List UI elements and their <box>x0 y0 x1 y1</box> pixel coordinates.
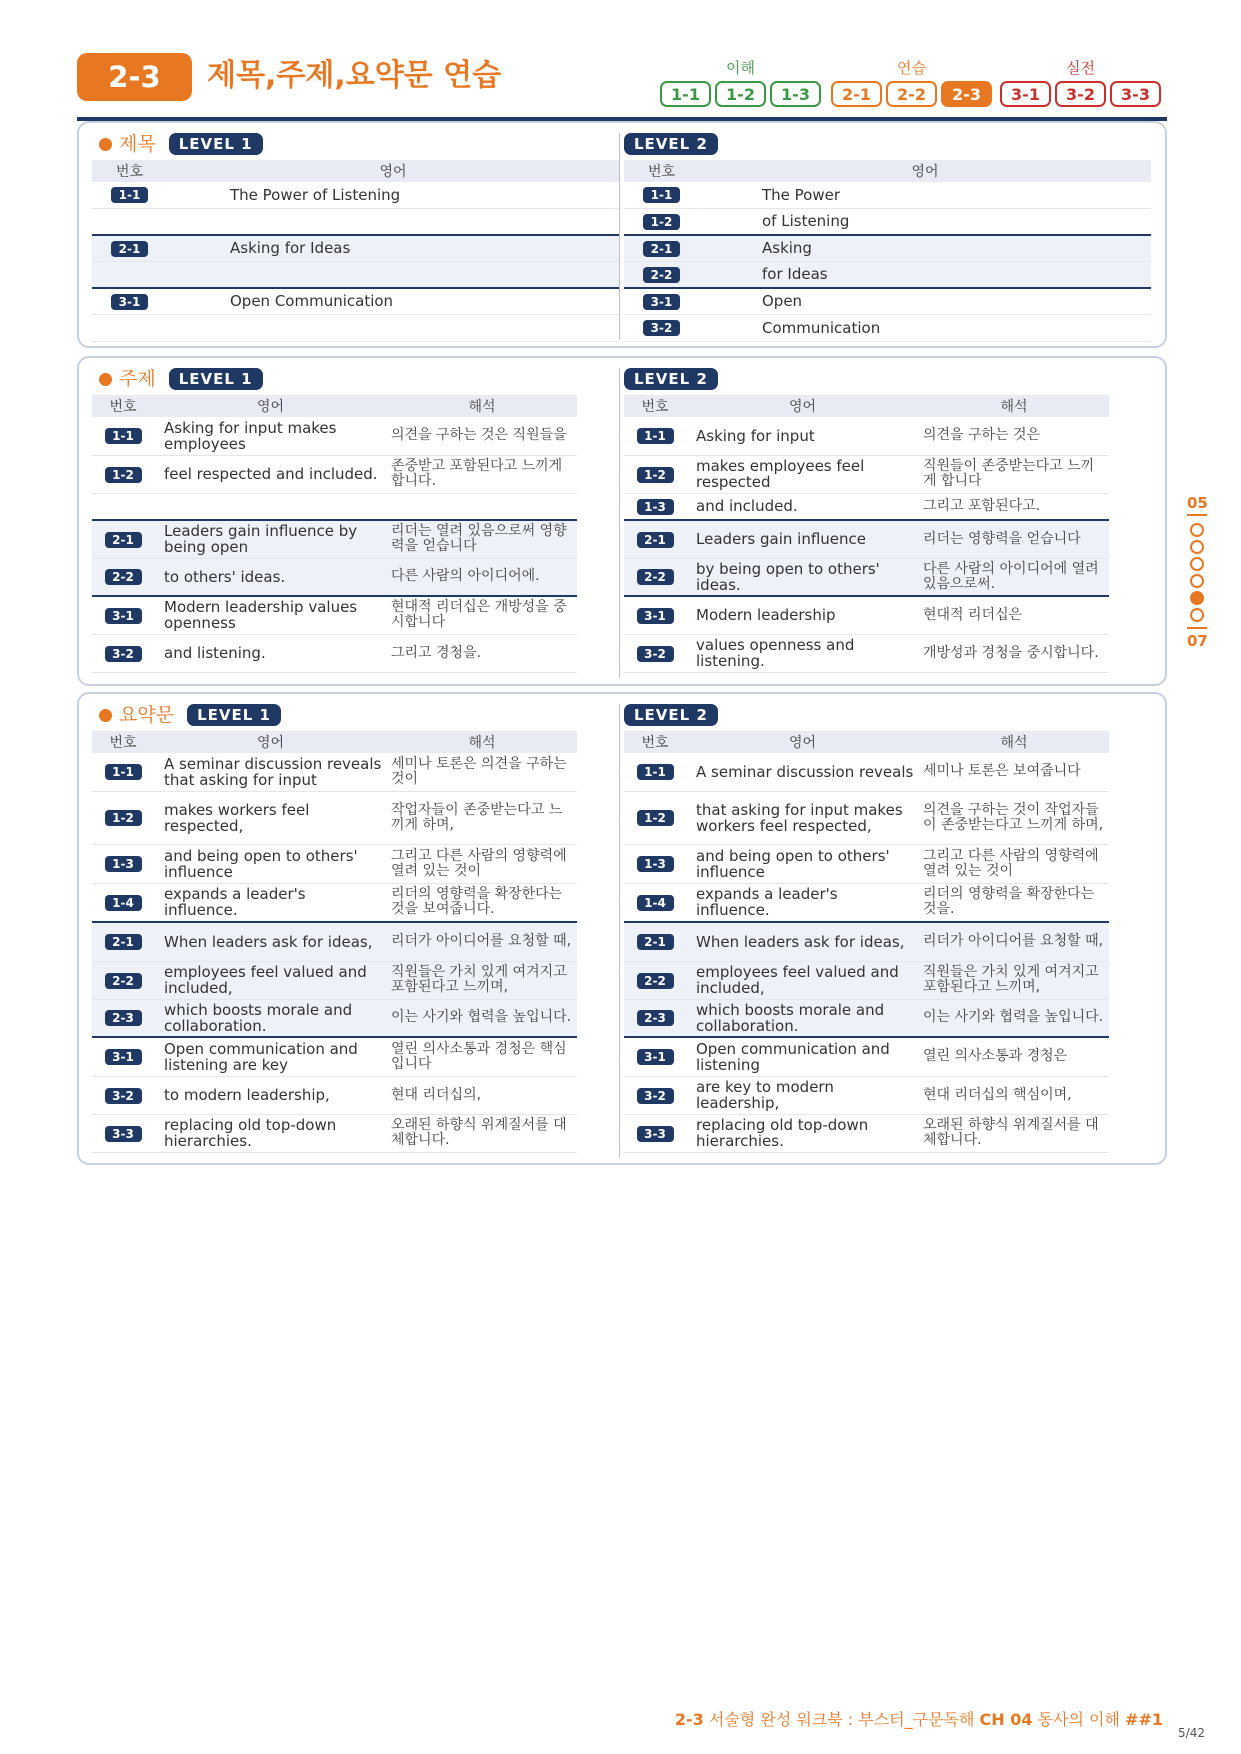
section-name: 주제 <box>119 368 156 390</box>
korean-cell <box>387 493 577 520</box>
table-row <box>624 753 1109 791</box>
table-row <box>92 634 577 672</box>
korean-cell: 직원들은 가치 있게 여겨지고 포함된다고 느끼며, <box>919 961 1109 999</box>
table-row <box>624 182 1151 208</box>
column-divider <box>619 368 620 678</box>
title-section <box>77 121 1167 348</box>
english-cell: and being open to others' influence <box>154 844 387 883</box>
korean-cell: 오래된 하향식 위계질서를 대체합니다. <box>387 1114 577 1152</box>
column-header-eng: 영어 <box>686 395 919 417</box>
table-row <box>92 1076 577 1114</box>
korean-cell: 열린 의사소통과 경청은 핵심입니다 <box>387 1037 577 1076</box>
english-cell <box>167 314 619 341</box>
english-cell <box>167 208 619 235</box>
table-row <box>624 455 1109 493</box>
bullet-dot-icon <box>99 138 112 151</box>
korean-cell: 현대적 리더십은 <box>919 596 1109 634</box>
english-cell: Asking for input makes employees <box>154 417 387 455</box>
row-number-badge: 2-2 <box>637 569 674 585</box>
english-cell: Modern leadership values openness <box>154 596 387 634</box>
table-row <box>624 1037 1109 1076</box>
english-cell: Open communication and listening <box>686 1037 919 1076</box>
table-row <box>92 288 619 314</box>
korean-cell: 열린 의사소통과 경청은 <box>919 1037 1109 1076</box>
column-header-eng: 영어 <box>699 160 1151 182</box>
english-cell: Communication <box>699 314 1151 341</box>
row-number-cell <box>92 208 167 235</box>
row-number-cell <box>624 1114 686 1152</box>
row-number-badge: 2-1 <box>105 532 142 548</box>
row-number-badge: 2-3 <box>105 1010 142 1026</box>
english-cell: expands a leader's influence. <box>154 883 387 922</box>
progress-step-circle <box>1190 540 1204 554</box>
row-number-cell <box>624 844 686 883</box>
left-answer-table <box>92 160 619 342</box>
english-cell: The Power of Listening <box>167 182 619 208</box>
page-number: 5/42 <box>1178 1726 1205 1740</box>
left-section-heading <box>99 132 263 156</box>
row-number-badge: 2-2 <box>105 973 142 989</box>
row-number-cell <box>92 1037 154 1076</box>
english-cell: to others' ideas. <box>154 558 387 596</box>
table-row <box>624 791 1109 844</box>
korean-cell: 존중받고 포함된다고 느끼게 합니다. <box>387 455 577 493</box>
row-number-cell <box>92 844 154 883</box>
table-row <box>624 596 1109 634</box>
english-cell: makes workers feel respected, <box>154 791 387 844</box>
row-number-badge: 3-3 <box>637 1126 674 1142</box>
english-cell: employees feel valued and included, <box>686 961 919 999</box>
column-header-kor: 해석 <box>387 395 577 417</box>
column-divider <box>619 133 620 340</box>
nav-group-red <box>1000 59 1161 107</box>
footer-code: 2-3 <box>674 1710 704 1729</box>
row-number-cell <box>92 1114 154 1152</box>
table-row <box>624 1114 1109 1152</box>
korean-cell: 다른 사람의 아이디어에. <box>387 558 577 596</box>
footer <box>675 1707 1163 1730</box>
table-row <box>92 417 577 455</box>
row-number-badge: 3-2 <box>637 646 674 662</box>
korean-cell: 의견을 구하는 것은 <box>919 417 1109 455</box>
table-row <box>92 596 577 634</box>
english-cell: to modern leadership, <box>154 1076 387 1114</box>
level-badge: LEVEL 2 <box>624 133 718 155</box>
english-cell: by being open to others' ideas. <box>686 558 919 596</box>
row-number-cell <box>92 520 154 558</box>
progress-divider <box>1187 514 1207 516</box>
korean-cell: 리더가 아이디어를 요청할 때, <box>387 922 577 961</box>
nav-button-3-1[interactable]: 3-1 <box>1000 81 1051 107</box>
nav-group-orange <box>831 59 992 107</box>
row-number-cell <box>92 493 154 520</box>
row-number-cell <box>92 417 154 455</box>
english-cell: When leaders ask for ideas, <box>686 922 919 961</box>
progress-step-circle <box>1190 523 1204 537</box>
english-cell: A seminar discussion reveals <box>686 753 919 791</box>
row-number-cell <box>92 182 167 208</box>
column-header-kor: 해석 <box>387 731 577 753</box>
table-row <box>92 558 577 596</box>
korean-cell: 직원들은 가치 있게 여겨지고 포함된다고 느끼며, <box>387 961 577 999</box>
row-number-badge: 1-1 <box>637 764 674 780</box>
column-header-eng: 영어 <box>154 395 387 417</box>
column-header-num: 번호 <box>624 160 699 182</box>
progress-end: 07 <box>1187 632 1208 650</box>
nav-group-green <box>660 59 821 107</box>
row-number-cell <box>92 753 154 791</box>
footer-chapter: CH 04 <box>979 1710 1033 1729</box>
korean-cell: 직원들이 존중받는다고 느끼게 합니다 <box>919 455 1109 493</box>
row-number-cell <box>92 999 154 1037</box>
row-number-badge: 2-2 <box>637 973 674 989</box>
row-number-cell <box>92 791 154 844</box>
table-row <box>92 235 619 261</box>
row-number-badge: 3-3 <box>105 1126 142 1142</box>
row-number-cell <box>92 261 167 288</box>
nav-category-label: 이해 <box>726 59 755 77</box>
row-number-cell <box>624 596 686 634</box>
row-number-badge: 2-1 <box>637 934 674 950</box>
nav-button-1-3[interactable]: 1-3 <box>770 81 821 107</box>
english-cell: When leaders ask for ideas, <box>154 922 387 961</box>
row-number-badge: 3-1 <box>111 294 148 310</box>
row-number-badge: 1-3 <box>637 856 674 872</box>
column-header-kor: 해석 <box>919 395 1109 417</box>
progress-step-circle <box>1190 591 1204 605</box>
english-cell: and included. <box>686 493 919 520</box>
column-header-eng: 영어 <box>686 731 919 753</box>
row-number-badge: 2-1 <box>643 241 680 257</box>
row-number-badge: 1-4 <box>637 895 674 911</box>
row-number-cell <box>624 753 686 791</box>
row-number-badge: 3-2 <box>105 646 142 662</box>
nav-button-2-2[interactable]: 2-2 <box>886 81 937 107</box>
korean-cell: 리더의 영향력을 확장한다는 것을. <box>919 883 1109 922</box>
table-row <box>92 182 619 208</box>
table-row <box>624 634 1109 672</box>
nav-button-3-3[interactable]: 3-3 <box>1110 81 1161 107</box>
english-cell: Leaders gain influence <box>686 520 919 558</box>
row-number-cell <box>624 961 686 999</box>
row-number-cell <box>92 235 167 261</box>
english-cell: replacing old top-down hierarchies. <box>686 1114 919 1152</box>
table-row <box>92 493 577 520</box>
column-header-num: 번호 <box>92 395 154 417</box>
nav-category-label: 연습 <box>897 59 926 77</box>
row-number-badge: 3-2 <box>643 320 680 336</box>
row-number-badge: 3-1 <box>643 294 680 310</box>
row-number-badge: 1-1 <box>105 428 142 444</box>
korean-cell: 의견을 구하는 것은 직원들을 <box>387 417 577 455</box>
korean-cell: 세미나 토론은 보여줍니다 <box>919 753 1109 791</box>
table-row <box>624 883 1109 922</box>
row-number-cell <box>624 883 686 922</box>
korean-cell: 개방성과 경청을 중시합니다. <box>919 634 1109 672</box>
table-row <box>624 314 1151 341</box>
table-row <box>624 208 1151 235</box>
row-number-cell <box>624 520 686 558</box>
korean-cell: 현대 리더십의, <box>387 1076 577 1114</box>
english-cell: which boosts morale and collaboration. <box>686 999 919 1037</box>
english-cell: and listening. <box>154 634 387 672</box>
korean-cell: 작업자들이 존중받는다고 느끼게 하며, <box>387 791 577 844</box>
korean-cell: 현대 리더십의 핵심이며, <box>919 1076 1109 1114</box>
korean-cell: 세미나 토론은 의견을 구하는 것이 <box>387 753 577 791</box>
table-row <box>92 520 577 558</box>
row-number-cell <box>624 558 686 596</box>
english-cell: Open Communication <box>167 288 619 314</box>
korean-cell: 현대적 리더십은 개방성을 중시합니다 <box>387 596 577 634</box>
row-number-badge: 3-1 <box>105 608 142 624</box>
row-number-cell <box>624 235 699 261</box>
korean-cell: 리더는 열려 있음으로써 영향력을 얻습니다 <box>387 520 577 558</box>
korean-cell: 리더의 영향력을 확장한다는 것을 보여줍니다. <box>387 883 577 922</box>
column-header-num: 번호 <box>624 731 686 753</box>
left-answer-table <box>92 395 577 673</box>
row-number-cell <box>624 314 699 341</box>
table-row <box>624 1076 1109 1114</box>
row-number-cell <box>624 999 686 1037</box>
summary-section <box>77 692 1167 1165</box>
row-number-cell <box>92 1076 154 1114</box>
column-header-num: 번호 <box>92 731 154 753</box>
english-cell: and being open to others' influence <box>686 844 919 883</box>
table-row <box>92 961 577 999</box>
english-cell: are key to modern leadership, <box>686 1076 919 1114</box>
korean-cell: 리더가 아이디어를 요청할 때, <box>919 922 1109 961</box>
table-row <box>624 261 1151 288</box>
row-number-cell <box>92 596 154 634</box>
row-number-badge: 1-2 <box>105 810 142 826</box>
korean-cell: 오래된 하향식 위계질서를 대체합니다. <box>919 1114 1109 1152</box>
row-number-cell <box>624 493 686 520</box>
table-row <box>624 844 1109 883</box>
nav-button-1-1[interactable]: 1-1 <box>660 81 711 107</box>
column-header-kor: 해석 <box>919 731 1109 753</box>
row-number-badge: 1-2 <box>105 467 142 483</box>
row-number-cell <box>92 961 154 999</box>
table-row <box>92 753 577 791</box>
row-number-cell <box>624 1037 686 1076</box>
section-name: 요약문 <box>119 704 175 726</box>
right-section-heading <box>624 367 718 391</box>
level-badge: LEVEL 1 <box>169 133 263 155</box>
english-cell: which boosts morale and collaboration. <box>154 999 387 1037</box>
korean-cell: 그리고 경청을. <box>387 634 577 672</box>
row-number-badge: 3-1 <box>637 608 674 624</box>
footer-mark: ##1 <box>1125 1710 1163 1729</box>
korean-cell: 리더는 영향력을 얻습니다 <box>919 520 1109 558</box>
table-row <box>92 261 619 288</box>
level-badge: LEVEL 2 <box>624 368 718 390</box>
row-number-cell <box>624 288 699 314</box>
table-row <box>92 791 577 844</box>
progress-step-circle <box>1190 557 1204 571</box>
row-number-badge: 1-4 <box>105 895 142 911</box>
table-row <box>624 288 1151 314</box>
table-row <box>92 1114 577 1152</box>
korean-cell: 다른 사람의 아이디어에 열려 있음으로써. <box>919 558 1109 596</box>
footer-book: 서술형 완성 워크북 : 부스터_구문독해 <box>703 1710 980 1729</box>
row-number-badge: 2-2 <box>105 569 142 585</box>
right-answer-table <box>624 731 1109 1153</box>
row-number-badge: 1-3 <box>105 856 142 872</box>
level-badge: LEVEL 2 <box>624 704 718 726</box>
english-cell: replacing old top-down hierarchies. <box>154 1114 387 1152</box>
english-cell: that asking for input makes workers feel respected, <box>686 791 919 844</box>
table-row <box>92 883 577 922</box>
row-number-badge: 2-3 <box>637 1010 674 1026</box>
row-number-cell <box>624 208 699 235</box>
row-number-badge: 2-1 <box>111 241 148 257</box>
english-cell <box>154 493 387 520</box>
english-cell: The Power <box>699 182 1151 208</box>
table-row <box>92 314 619 341</box>
row-number-cell <box>92 288 167 314</box>
row-number-badge: 1-1 <box>643 187 680 203</box>
row-number-badge: 3-2 <box>637 1088 674 1104</box>
row-number-badge: 3-1 <box>637 1049 674 1065</box>
table-row <box>92 844 577 883</box>
english-cell: of Listening <box>699 208 1151 235</box>
row-number-cell <box>624 791 686 844</box>
english-cell: Modern leadership <box>686 596 919 634</box>
english-cell: Open communication and listening are key <box>154 1037 387 1076</box>
row-number-badge: 1-3 <box>637 499 674 515</box>
english-cell: makes employees feel respected <box>686 455 919 493</box>
footer-topic: 동사의 이해 <box>1032 1710 1126 1729</box>
table-row <box>92 455 577 493</box>
table-row <box>624 999 1109 1037</box>
row-number-cell <box>92 455 154 493</box>
row-number-badge: 2-1 <box>637 532 674 548</box>
korean-cell: 이는 사기와 협력을 높입니다. <box>387 999 577 1037</box>
nav-button-1-2[interactable]: 1-2 <box>715 81 766 107</box>
table-row <box>624 520 1109 558</box>
row-number-cell <box>92 922 154 961</box>
english-cell: Leaders gain influence by being open <box>154 520 387 558</box>
table-row <box>624 235 1151 261</box>
table-row <box>624 961 1109 999</box>
right-answer-table <box>624 395 1109 673</box>
nav-category-label: 실전 <box>1066 59 1095 77</box>
row-number-badge: 1-1 <box>637 428 674 444</box>
progress-steps <box>1190 520 1204 625</box>
column-header-num: 번호 <box>624 395 686 417</box>
english-cell: A seminar discussion reveals that asking for input <box>154 753 387 791</box>
korean-cell: 그리고 포함된다고. <box>919 493 1109 520</box>
table-row <box>624 922 1109 961</box>
nav-button-3-2[interactable]: 3-2 <box>1055 81 1106 107</box>
table-row <box>92 999 577 1037</box>
topic-section <box>77 356 1167 686</box>
page-title: 제목,주제,요약문 연습 <box>207 58 502 93</box>
progress-sidebar <box>1187 495 1208 650</box>
english-cell: feel respected and included. <box>154 455 387 493</box>
row-number-cell <box>624 922 686 961</box>
english-cell <box>167 261 619 288</box>
english-cell: Open <box>699 288 1151 314</box>
row-number-badge: 1-2 <box>637 810 674 826</box>
table-row <box>92 1037 577 1076</box>
table-row <box>92 208 619 235</box>
row-number-badge: 2-2 <box>643 267 680 283</box>
row-number-badge: 1-2 <box>643 214 680 230</box>
row-number-cell <box>624 261 699 288</box>
row-number-cell <box>92 314 167 341</box>
row-number-cell <box>624 455 686 493</box>
column-divider <box>619 704 620 1157</box>
row-number-badge: 1-2 <box>637 467 674 483</box>
table-row <box>92 922 577 961</box>
left-answer-table <box>92 731 577 1153</box>
column-header-eng: 영어 <box>154 731 387 753</box>
row-number-cell <box>92 634 154 672</box>
korean-cell: 이는 사기와 협력을 높입니다. <box>919 999 1109 1037</box>
lesson-badge: 2-3 <box>77 53 192 101</box>
english-cell: values openness and listening. <box>686 634 919 672</box>
english-cell: expands a leader's influence. <box>686 883 919 922</box>
row-number-badge: 2-1 <box>105 934 142 950</box>
korean-cell: 그리고 다른 사람의 영향력에 열려 있는 것이 <box>387 844 577 883</box>
row-number-cell <box>624 634 686 672</box>
row-number-cell <box>624 1076 686 1114</box>
progress-start: 05 <box>1187 494 1208 512</box>
right-answer-table <box>624 160 1151 342</box>
progress-step-circle <box>1190 608 1204 622</box>
table-row <box>624 558 1109 596</box>
right-section-heading <box>624 703 718 727</box>
left-section-heading <box>99 703 281 727</box>
row-number-badge: 3-1 <box>105 1049 142 1065</box>
english-cell: Asking <box>699 235 1151 261</box>
column-header-num: 번호 <box>92 160 167 182</box>
table-row <box>624 493 1109 520</box>
progress-divider <box>1187 627 1207 629</box>
english-cell: Asking for input <box>686 417 919 455</box>
left-section-heading <box>99 367 263 391</box>
bullet-dot-icon <box>99 709 112 722</box>
right-section-heading <box>624 132 718 156</box>
column-header-eng: 영어 <box>167 160 619 182</box>
english-cell: for Ideas <box>699 261 1151 288</box>
row-number-cell <box>624 182 699 208</box>
bullet-dot-icon <box>99 373 112 386</box>
row-number-cell <box>92 558 154 596</box>
table-row <box>624 417 1109 455</box>
nav-button-2-1[interactable]: 2-1 <box>831 81 882 107</box>
english-cell: Asking for Ideas <box>167 235 619 261</box>
level-badge: LEVEL 1 <box>187 704 281 726</box>
korean-cell: 그리고 다른 사람의 영향력에 열려 있는 것이 <box>919 844 1109 883</box>
level-badge: LEVEL 1 <box>169 368 263 390</box>
section-name: 제목 <box>119 133 156 155</box>
nav-button-2-3[interactable]: 2-3 <box>941 81 992 107</box>
row-number-badge: 1-1 <box>111 187 148 203</box>
progress-step-circle <box>1190 574 1204 588</box>
row-number-badge: 1-1 <box>105 764 142 780</box>
row-number-cell <box>624 417 686 455</box>
row-number-badge: 3-2 <box>105 1088 142 1104</box>
row-number-cell <box>92 883 154 922</box>
korean-cell: 의견을 구하는 것이 작업자들이 존중받는다고 느끼게 하며, <box>919 791 1109 844</box>
english-cell: employees feel valued and included, <box>154 961 387 999</box>
